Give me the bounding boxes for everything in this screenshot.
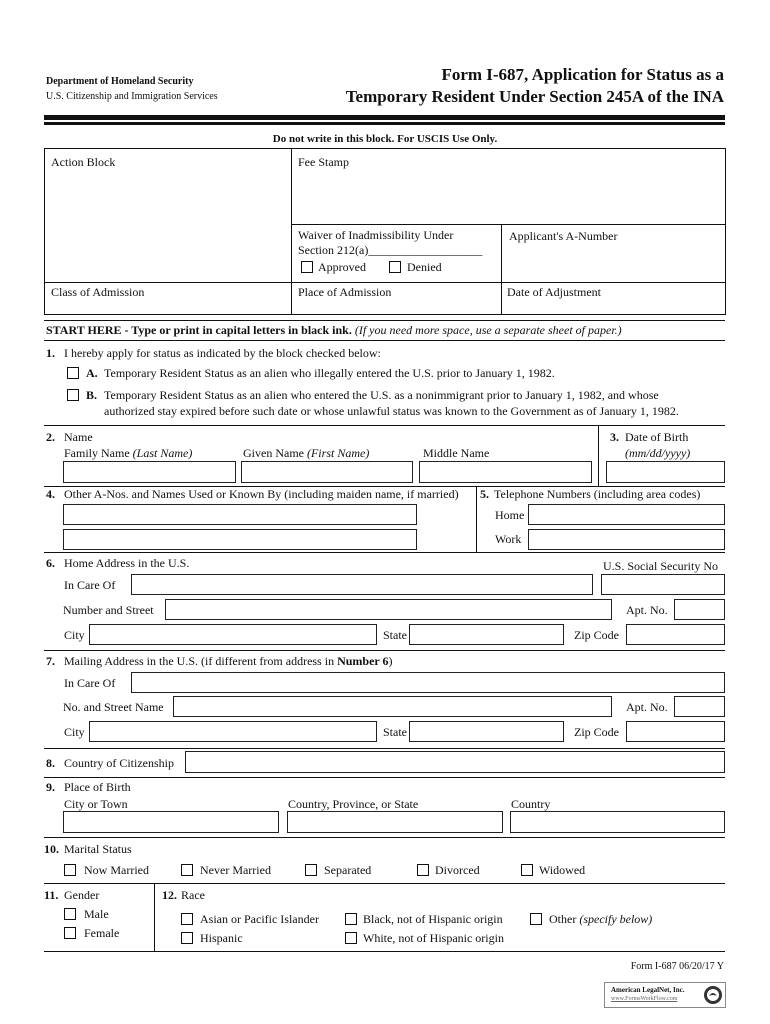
other-race-hint: (specify below) <box>579 912 653 926</box>
family-name-field[interactable] <box>63 461 236 483</box>
header-rule-2 <box>44 122 725 125</box>
dob-label: Date of Birth <box>625 430 689 444</box>
work-phone-label: Work <box>495 532 522 546</box>
black-label: Black, not of Hispanic origin <box>363 912 503 926</box>
never-married-label: Never Married <box>200 863 271 877</box>
mail-state-label: State <box>383 725 407 739</box>
mail-care-of-label: In Care Of <box>64 676 116 690</box>
divider <box>476 486 477 552</box>
ssn-label: U.S. Social Security No <box>603 559 718 573</box>
divider <box>154 883 155 951</box>
telephone-label: Telephone Numbers (including area codes) <box>494 487 701 501</box>
section-rule <box>44 340 725 341</box>
section-rule <box>44 951 725 952</box>
separated-label: Separated <box>324 863 372 877</box>
home-state-label: State <box>383 628 407 642</box>
start-here-italic: (If you need more space, use a separate sheet of paper.) <box>354 323 622 337</box>
black-checkbox[interactable] <box>345 913 357 925</box>
other-names-field-2[interactable] <box>63 529 417 550</box>
eagle-seal-icon <box>703 985 723 1005</box>
fee-stamp-label: Fee Stamp <box>298 155 349 169</box>
mail-street-field[interactable] <box>173 696 612 717</box>
mail-city-field[interactable] <box>89 721 377 742</box>
never-married-checkbox[interactable] <box>181 864 193 876</box>
home-state-field[interactable] <box>409 624 564 645</box>
mailing-address-label <box>64 654 393 669</box>
option-b-checkbox[interactable] <box>67 389 79 401</box>
other-names-field-1[interactable] <box>63 504 417 525</box>
mail-zip-field[interactable] <box>626 721 725 742</box>
q9-number: 9. <box>46 780 55 794</box>
male-label: Male <box>84 907 109 921</box>
option-b-line1: Temporary Resident Status as an alien who entered the U.S. as a nonimmigrant prior to January 1, 1982, and whose <box>104 388 659 402</box>
q8-number: 8. <box>46 756 55 770</box>
divorced-label: Divorced <box>435 863 480 877</box>
q2-number: 2. <box>46 430 55 444</box>
white-checkbox[interactable] <box>345 932 357 944</box>
start-here-instruction <box>46 323 622 338</box>
mail-apt-field[interactable] <box>674 696 725 717</box>
female-checkbox[interactable] <box>64 927 76 939</box>
birth-province-label: Country, Province, or State <box>288 797 419 811</box>
name-label: Name <box>64 430 93 444</box>
mailing-address-text: Mailing Address in the U.S. (if different from address in <box>64 654 335 668</box>
approved-checkbox[interactable] <box>301 261 313 273</box>
gender-label: Gender <box>64 888 100 902</box>
birth-country-field[interactable] <box>510 811 725 833</box>
widowed-checkbox[interactable] <box>521 864 533 876</box>
section-rule <box>44 425 725 426</box>
mailing-address-close: ) <box>388 654 393 668</box>
agency-name: Department of Homeland Security <box>46 76 194 87</box>
section-rule <box>44 777 725 778</box>
other-names-label: Other A-Nos. and Names Used or Known By (including maiden name, if married) <box>64 487 459 501</box>
form-title <box>346 64 724 108</box>
home-care-of-field[interactable] <box>131 574 593 595</box>
publisher-logo <box>604 982 726 1008</box>
middle-name-label: Middle Name <box>423 446 490 460</box>
form-title-line1: Form I-687, Application for Status as a <box>441 65 724 84</box>
divider <box>501 224 502 315</box>
section-rule <box>44 552 725 553</box>
work-phone-field[interactable] <box>528 529 725 550</box>
mail-care-of-field[interactable] <box>131 672 725 693</box>
separated-checkbox[interactable] <box>305 864 317 876</box>
other-race-label <box>549 912 652 927</box>
option-a-text: Temporary Resident Status as an alien who illegally entered the U.S. prior to January 1, 1982. <box>104 366 555 380</box>
divider <box>44 282 726 283</box>
waiver-label: Waiver of Inadmissibility Under <box>298 228 454 242</box>
section-rule <box>44 748 725 749</box>
family-name-label <box>64 446 192 461</box>
dob-field[interactable] <box>606 461 725 483</box>
section-rule <box>44 883 725 884</box>
home-apt-field[interactable] <box>674 599 725 620</box>
race-label: Race <box>181 888 205 902</box>
section-rule <box>44 650 725 651</box>
form-id: Form I-687 06/20/17 Y <box>630 961 724 972</box>
divorced-checkbox[interactable] <box>417 864 429 876</box>
q11-number: 11. <box>44 888 59 902</box>
divider <box>598 425 599 486</box>
q3-number: 3. <box>610 430 619 444</box>
option-a-letter: A. <box>86 366 98 380</box>
divider <box>291 224 726 225</box>
home-zip-label: Zip Code <box>574 628 619 642</box>
hispanic-checkbox[interactable] <box>181 932 193 944</box>
option-b-line2: authorized stay expired before such date or whose unlawful status was known to the Government as of January 1, 1982. <box>104 404 679 418</box>
now-married-checkbox[interactable] <box>64 864 76 876</box>
action-block-label: Action Block <box>51 155 116 169</box>
agency-header <box>46 74 218 104</box>
q1-number: 1. <box>46 346 55 360</box>
mail-city-label: City <box>64 725 85 739</box>
a-number-label: Applicant's A-Number <box>509 229 618 243</box>
home-street-label: Number and Street <box>63 603 154 617</box>
divider <box>291 148 292 315</box>
asian-label: Asian or Pacific Islander <box>200 912 319 926</box>
hispanic-label: Hispanic <box>200 931 243 945</box>
class-of-admission-label: Class of Admission <box>51 285 145 299</box>
home-street-field[interactable] <box>165 599 612 620</box>
female-label: Female <box>84 926 120 940</box>
ssn-field[interactable] <box>601 574 725 595</box>
given-name-hint: (First Name) <box>306 446 370 460</box>
q10-number: 10. <box>44 842 59 856</box>
q6-number: 6. <box>46 556 55 570</box>
start-here-bold: START HERE - Type or print in capital letters in black ink. <box>46 323 352 337</box>
denied-checkbox[interactable] <box>389 261 401 273</box>
publisher-url: www.FormsWorkFlow.com <box>611 996 678 1002</box>
denied-label: Denied <box>407 260 442 274</box>
q1-text: I hereby apply for status as indicated by the block checked below: <box>64 346 381 360</box>
birth-province-field[interactable] <box>287 811 503 833</box>
home-city-label: City <box>64 628 85 642</box>
citizenship-field[interactable] <box>185 751 725 773</box>
form-title-line2: Temporary Resident Under Section 245A of the INA <box>345 87 724 106</box>
publisher-name: American LegalNet, Inc. <box>611 986 685 994</box>
home-address-label: Home Address in the U.S. <box>64 556 190 570</box>
date-of-adjustment-label: Date of Adjustment <box>507 285 601 299</box>
subagency-name: U.S. Citizenship and Immigration Services <box>46 91 218 102</box>
dob-hint: (mm/dd/yyyy) <box>625 446 691 460</box>
other-race-text: Other <box>549 912 577 926</box>
section-rule <box>44 320 725 321</box>
place-of-birth-label: Place of Birth <box>64 780 131 794</box>
other-race-checkbox[interactable] <box>530 913 542 925</box>
given-name-field[interactable] <box>241 461 413 483</box>
mail-street-label: No. and Street Name <box>63 700 164 714</box>
q7-number: 7. <box>46 654 55 668</box>
mailing-address-ref: Number 6 <box>337 654 389 668</box>
mail-state-field[interactable] <box>409 721 564 742</box>
widowed-label: Widowed <box>539 863 586 877</box>
q5-number: 5. <box>480 487 489 501</box>
family-name-hint: (Last Name) <box>132 446 193 460</box>
home-phone-field[interactable] <box>528 504 725 525</box>
q12-number: 12. <box>162 888 177 902</box>
office-use-notice: Do not write in this block. For USCIS Use Only. <box>272 133 498 145</box>
home-care-of-label: In Care Of <box>64 578 116 592</box>
white-label: White, not of Hispanic origin <box>363 931 504 945</box>
family-name-text: Family Name <box>64 446 130 460</box>
male-checkbox[interactable] <box>64 908 76 920</box>
place-of-admission-label: Place of Admission <box>298 285 392 299</box>
birth-country-label: Country <box>511 797 551 811</box>
marital-status-label: Marital Status <box>64 842 132 856</box>
home-phone-label: Home <box>495 508 525 522</box>
q4-number: 4. <box>46 487 55 501</box>
citizenship-label: Country of Citizenship <box>64 756 174 770</box>
given-name-text: Given Name <box>243 446 304 460</box>
home-apt-label: Apt. No. <box>626 603 668 617</box>
mail-apt-label: Apt. No. <box>626 700 668 714</box>
middle-name-field[interactable] <box>419 461 592 483</box>
waiver-section-label: Section 212(a)___________________ <box>298 243 483 257</box>
approved-label: Approved <box>318 260 366 274</box>
header-rule <box>44 115 725 120</box>
option-a-checkbox[interactable] <box>67 367 79 379</box>
home-zip-field[interactable] <box>626 624 725 645</box>
asian-checkbox[interactable] <box>181 913 193 925</box>
now-married-label: Now Married <box>84 863 149 877</box>
option-b-letter: B. <box>86 388 98 402</box>
mail-zip-label: Zip Code <box>574 725 619 739</box>
birth-city-label: City or Town <box>64 797 128 811</box>
birth-city-field[interactable] <box>63 811 279 833</box>
home-city-field[interactable] <box>89 624 377 645</box>
given-name-label <box>243 446 369 461</box>
section-rule <box>44 837 725 838</box>
